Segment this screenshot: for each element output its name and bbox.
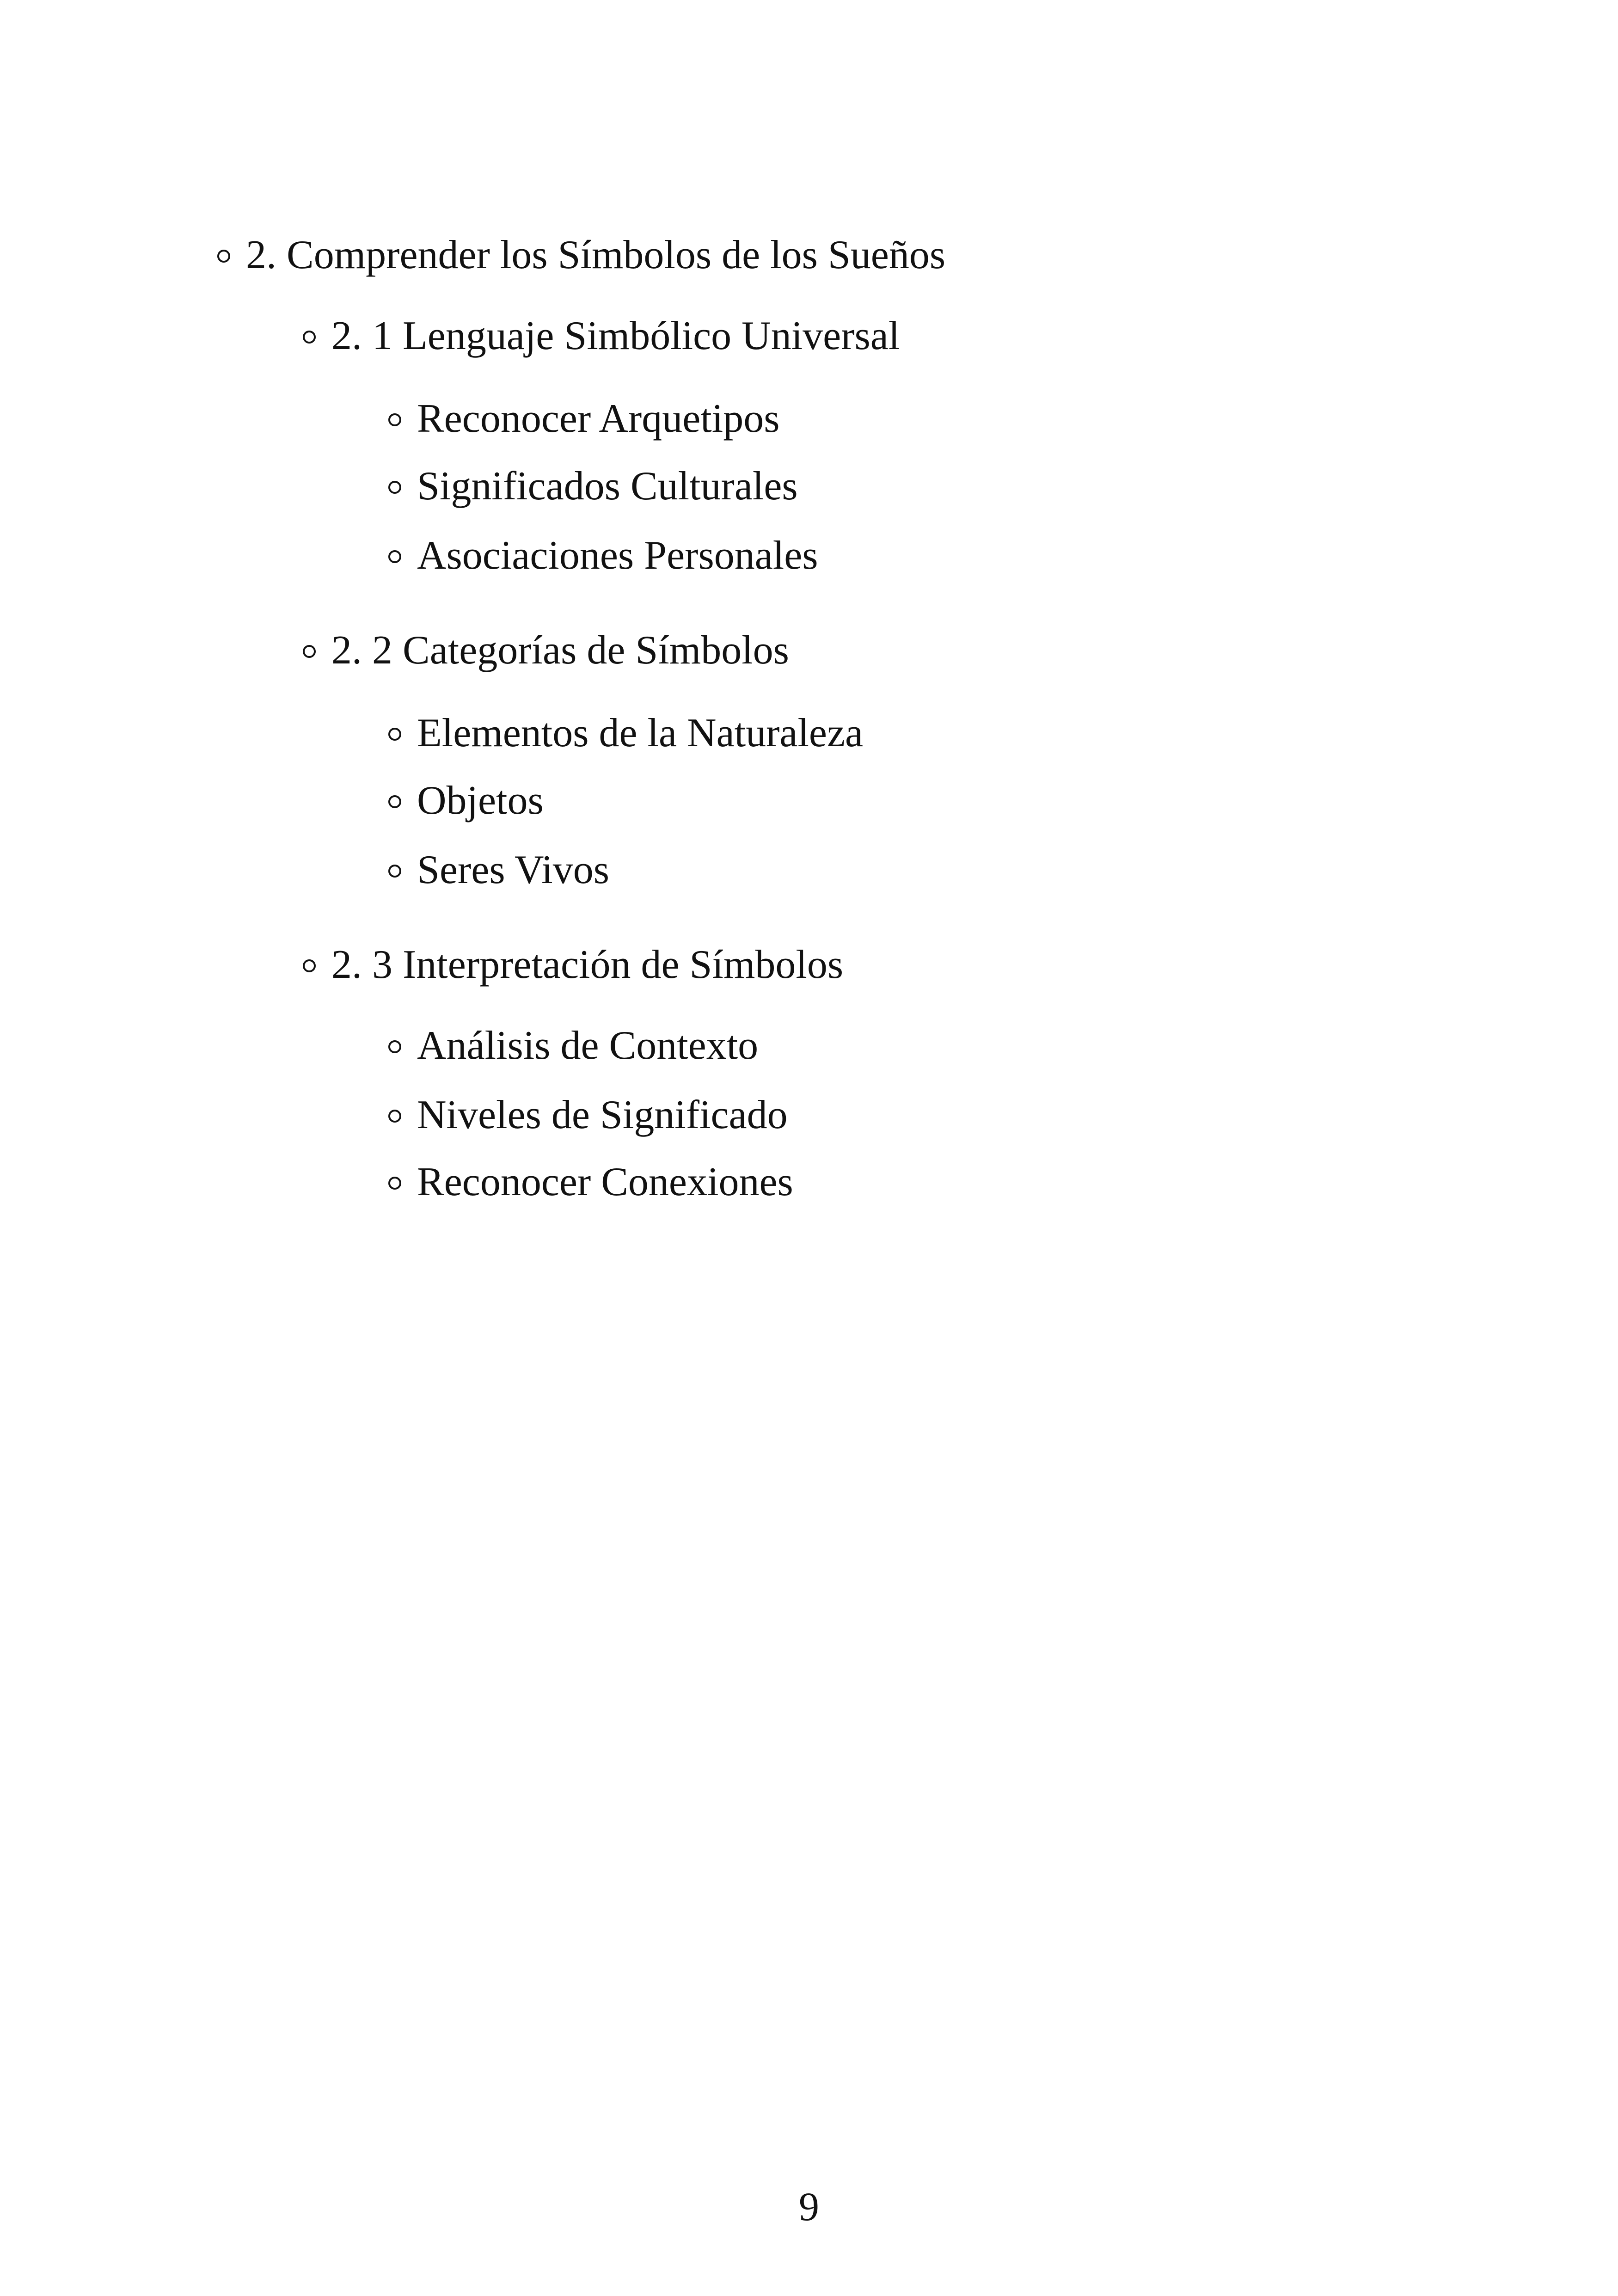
circle-bullet-icon: [388, 865, 401, 878]
circle-bullet-icon: [388, 1040, 401, 1053]
circle-bullet-icon: [388, 728, 401, 741]
list-item: [388, 396, 780, 441]
list-item: [388, 1095, 788, 1136]
list-item: [388, 1162, 793, 1203]
list-item-text: Objetos: [417, 778, 544, 823]
section-heading-text: 2. 3 Interpretación de Símbolos: [331, 942, 844, 987]
section-heading-text: 2. 1 Lenguaje Simbólico Universal: [331, 313, 900, 358]
list-item-text: Niveles de Significado: [417, 1093, 788, 1137]
circle-bullet-icon: [388, 795, 401, 808]
circle-bullet-icon: [217, 250, 230, 263]
list-item-text: Significados Culturales: [417, 464, 798, 509]
section-heading-text: 2. 2 Categorías de Símbolos: [331, 628, 789, 673]
circle-bullet-icon: [388, 1177, 401, 1190]
list-item-text: Seres Vivos: [417, 847, 609, 892]
list-item-text: Análisis de Contexto: [417, 1023, 759, 1068]
section-heading: [303, 630, 789, 671]
list-item: [388, 535, 818, 576]
list-item: [388, 847, 609, 892]
circle-bullet-icon: [388, 550, 401, 563]
list-item-text: Asociaciones Personales: [417, 533, 818, 578]
list-item: [388, 1025, 758, 1066]
section-heading: [303, 313, 900, 358]
list-item-text: Reconocer Conexiones: [417, 1160, 793, 1204]
circle-bullet-icon: [388, 1110, 401, 1123]
list-item-text: Reconocer Arquetipos: [417, 396, 780, 441]
outline-title-text: 2. Comprender los Símbolos de los Sueños: [246, 233, 946, 277]
circle-bullet-icon: [303, 645, 316, 658]
list-item: [388, 780, 544, 821]
list-item: [388, 466, 798, 507]
circle-bullet-icon: [303, 331, 316, 344]
list-item: [388, 713, 863, 754]
circle-bullet-icon: [388, 413, 401, 426]
circle-bullet-icon: [388, 481, 401, 494]
list-item-text: Elementos de la Naturaleza: [417, 711, 864, 755]
section-heading: [303, 942, 844, 987]
outline-title: [217, 235, 945, 276]
circle-bullet-icon: [303, 959, 316, 972]
page-number: 9: [799, 2185, 819, 2229]
